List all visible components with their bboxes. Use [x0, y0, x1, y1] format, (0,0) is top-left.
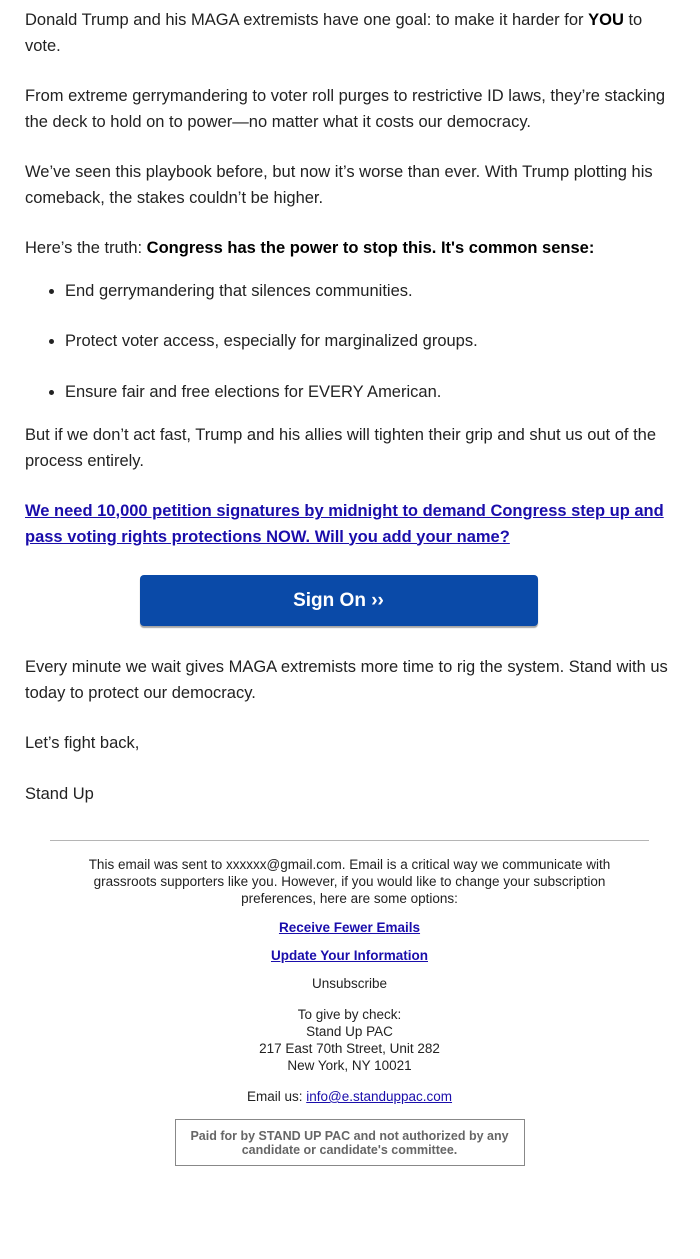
update-information-link[interactable]: Update Your Information [270, 948, 428, 963]
petition-paragraph [25, 499, 677, 550]
gerrymandering-paragraph: From extreme gerrymandering to voter roll purges to restrictive ID laws, they’re stacking the deck to hold on to power—no matter what it costs our democracy. [25, 87, 666, 131]
contact-email-line [50, 1088, 649, 1105]
intro-paragraph [25, 8, 677, 59]
email-footer [50, 840, 649, 1166]
email-body [25, 8, 677, 832]
closing-line: Let’s fight back, [25, 734, 140, 752]
check-label: To give by check: [297, 1007, 402, 1022]
truth-emphasis: Congress has the power to stop this. It's common sense: [146, 239, 595, 257]
contact-email-link[interactable]: info@e.standuppac.com [306, 1089, 453, 1104]
cta-container [25, 575, 677, 626]
truth-prefix: Here’s the truth: [25, 239, 147, 257]
mailing-address [50, 1006, 649, 1074]
list-item: • Protect voter access, especially for marginalized groups. [65, 329, 677, 355]
city-state-zip: New York, NY 10021 [287, 1058, 412, 1073]
email-label: Email us: [246, 1089, 307, 1104]
call-paragraph: Every minute we wait gives MAGA extremists more time to rig the system. Stand with us today to protect our democracy. [25, 658, 668, 702]
subscription-note: This email was sent to xxxxxx@gmail.com. Email is a critical way we communicate with grassroots supporters like you. However, if you would like to change your subscription preferences, here are some options: [88, 857, 611, 906]
intro-text-end: to vote. [25, 11, 643, 55]
list-item: • End gerrymandering that silences communities. [65, 279, 677, 305]
receive-fewer-emails-link[interactable]: Receive Fewer Emails [278, 920, 421, 935]
playbook-paragraph: We’ve seen this playbook before, but now it’s worse than ever. With Trump plotting his comeback, the stakes couldn’t be higher. [25, 163, 653, 207]
list-item: • Ensure fair and free elections for EVERY American. [65, 380, 677, 406]
intro-emphasis: YOU [588, 11, 624, 29]
sign-on-button[interactable]: Sign On ›› [140, 575, 538, 626]
petition-link[interactable]: We need 10,000 petition signatures by midnight to demand Congress step up and pass voting rights protections NOW. Will you add your name? [25, 502, 664, 546]
paid-for-disclaimer: Paid for by STAND UP PAC and not authorized by any candidate or candidate's committee. [175, 1119, 525, 1166]
org-name: Stand Up PAC [306, 1024, 393, 1039]
intro-text: Donald Trump and his MAGA extremists have one goal: to make it harder for [25, 11, 589, 29]
signature: Stand Up [25, 784, 94, 803]
truth-paragraph [25, 236, 677, 262]
demands-list [25, 279, 677, 406]
unsubscribe-link[interactable]: Unsubscribe [311, 976, 388, 991]
urgency-paragraph: But if we don’t act fast, Trump and his allies will tighten their grip and shut us out of the process entirely. [25, 426, 657, 470]
street-address: 217 East 70th Street, Unit 282 [259, 1041, 440, 1056]
